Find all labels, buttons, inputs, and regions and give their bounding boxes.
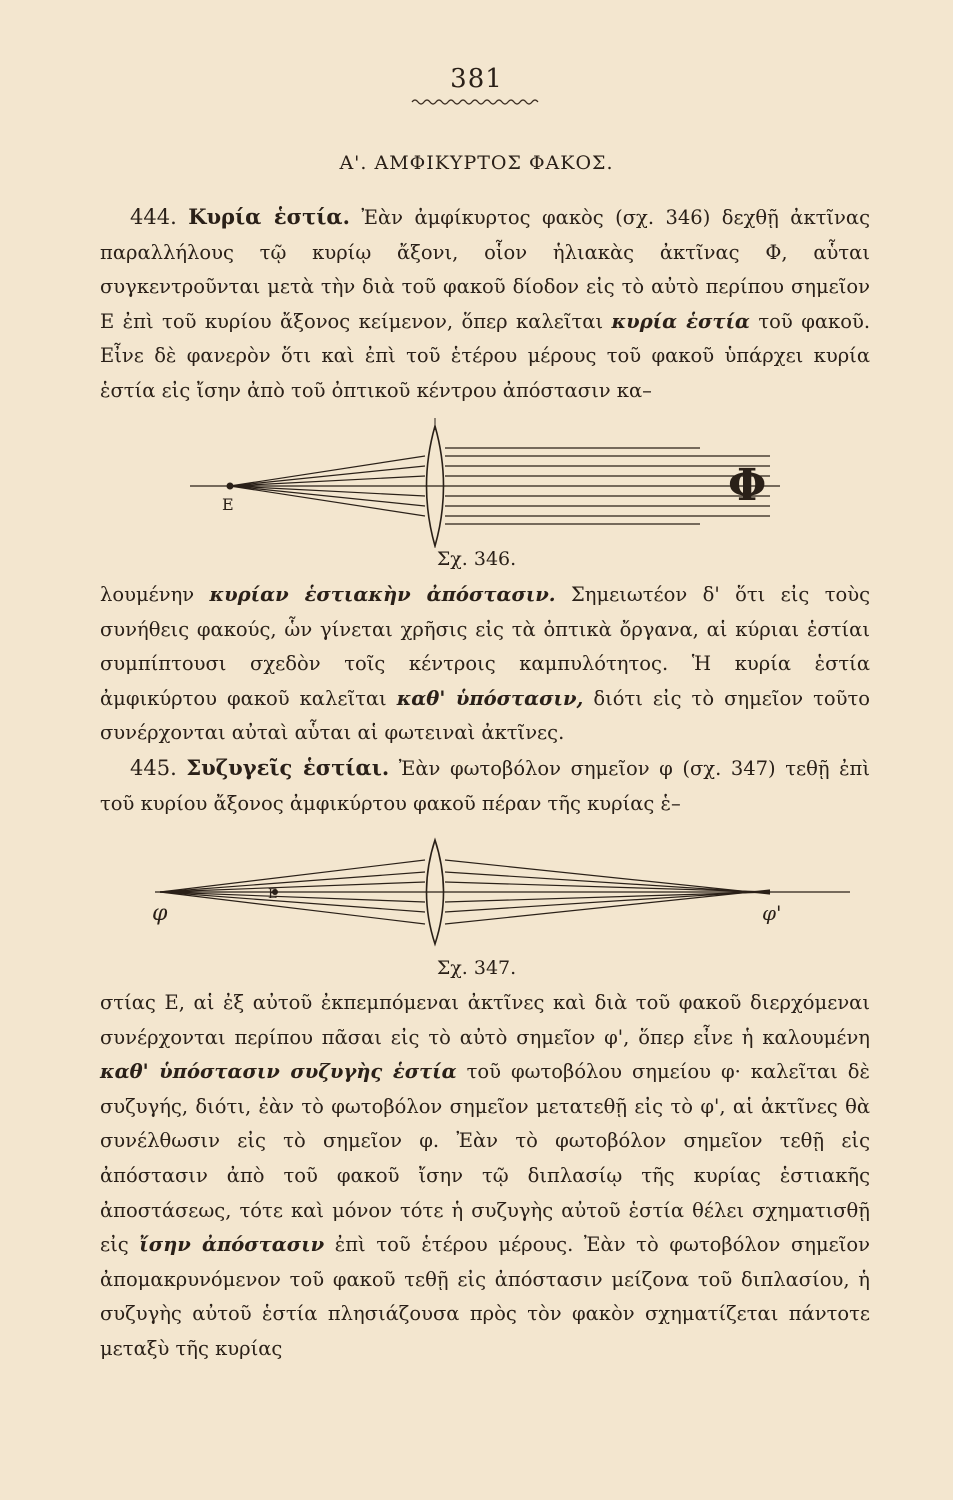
paragraph-text: Ἐὰν ἀμφίκυρτος φακὸς (σχ. 346) δεχθῇ ἀκτῖνας παραλλήλους τῷ κυρίῳ ἄξονι, οἷον ἡλιακὰς ἀκτῖνας Φ, αὗται συγκεντροῦνται μετὰ τὴν διὰ τοῦ φακοῦ δίοδον εἰς τὸ αὐτὸ περίπου σημεῖον Ε ἐπὶ τοῦ κυρίου ἄξονος κείμενον, ὅπερ καλεῖται (100, 206, 871, 333)
term-conjugate-focus: καθ' ὑπόστασιν συζυγὴς ἑστία (100, 1060, 457, 1084)
section-number: 445. (130, 755, 177, 780)
paragraph-text: διότι εἰς τὸ σημεῖον τοῦτο συνέρχονται αὐταὶ αὗται αἱ φωτειναὶ ἀκτῖνες. (100, 686, 870, 745)
page-number: 381 (450, 64, 503, 94)
ornament-rule (410, 96, 540, 108)
paragraph-text: τοῦ φακοῦ. Εἶνε δὲ φανερὸν ὅτι καὶ ἐπὶ τοῦ ἑτέρου μέρους τοῦ φακοῦ ὑπάρχει κυρία ἑστία εἰς ἴσην ἀπὸ τοῦ ὀπτικοῦ κέντρου ἀπόστασιν κα– (100, 309, 871, 402)
term-equal-distance: ἴσην ἀπόστασιν (139, 1233, 325, 1257)
lens-diagram-346 (0, 418, 953, 548)
label-source-phi: φ (152, 901, 168, 926)
figure-346 (0, 418, 953, 548)
figure-347 (0, 836, 953, 956)
section-number: 444. (130, 205, 177, 229)
figure-346-caption: Σχ. 346. (436, 548, 517, 570)
term-principal-focus: κυρία ἑστία (611, 309, 750, 333)
label-image-phi: φ' (762, 901, 782, 925)
label-sun-phi: Φ (728, 460, 767, 511)
term-real: καθ' ὑπόστασιν, (396, 686, 584, 710)
paragraph-text: Ἐὰν φωτοβόλον σημεῖον φ (σχ. 347) τεθῇ ἐπὶ τοῦ κυρίου ἄξονος ἀμφικύρτου φακοῦ πέραν τῆς κυρίας ἑ– (100, 756, 871, 815)
paragraph-444-cont (100, 578, 870, 821)
section-title: Συζυγεῖς ἑστίαι. (186, 754, 390, 780)
label-focus-e: E (222, 495, 234, 514)
figure-347-caption: Σχ. 347. (436, 957, 517, 979)
paragraph-text: ἐπὶ τοῦ ἑτέρου μέρους. Ἐὰν τὸ φωτοβόλον σημεῖον ἀπομακρυνόμενον τοῦ φακοῦ τεθῇ εἰς ἀπόστασιν μείζονα τοῦ διπλασίου, ἡ συζυγὴς αὐτοῦ ἑστία πλησιάζουσα πρὸς τὸν φακὸν σχηματίζεται πάντοτε μεταξὺ τῆς κυρίας (100, 1233, 870, 1360)
paragraph-text: Σημειωτέον δ' ὅτι εἰς τοὺς συνήθεις φακούς, ὧν γίνεται χρῆσις εἰς τὰ ὀπτικὰ ὄργανα, αἱ κύριαι ἑστίαι συμπίπτουσι σχεδὸν τοῖς κέντροις καμπυλότητος. Ἡ κυρία ἑστία ἀμφικύρτου φακοῦ καλεῖται (100, 583, 871, 710)
focus-point (227, 483, 234, 490)
paragraph-text: στίας Ε, αἱ ἐξ αὐτοῦ ἐκπεμπόμεναι ἀκτῖνες καὶ διὰ τοῦ φακοῦ διερχόμεναι συνέρχονται περίπου πᾶσαι εἰς τὸ αὐτὸ σημεῖον φ', ὅπερ εἶνε ἡ καλουμένη (100, 991, 870, 1049)
paragraph-text: τοῦ φωτοβόλου σημείου φ· καλεῖται δὲ συζυγής, διότι, ἐὰν τὸ φωτοβόλον σημεῖον μετατεθῇ εἰς τὸ φ', αἱ ἀκτῖνες θὰ συνέλθωσιν εἰς τὸ σημεῖον φ. Ἐὰν τὸ φωτοβόλον σημεῖον τεθῇ εἰς ἀπόστασιν ἀπὸ τοῦ φακοῦ ἴσην τῷ διπλασίῳ τῆς κυρίας ἑστιακῆς ἀποστάσεως, τότε καὶ μόνον τότε ἡ συζυγὴς αὐτοῦ ἑστία θέλει σχηματισθῇ εἰς (100, 1060, 870, 1257)
paragraph-445-cont (100, 986, 870, 1367)
chapter-heading: Α'. ΑΜΦΙΚΥΡΤΟΣ ΦΑΚΟΣ. (339, 152, 614, 174)
label-focus-e: E (268, 887, 278, 902)
term-principal-focal-distance: κυρίαν ἑστιακὴν ἀπόστασιν. (209, 583, 556, 606)
paragraph-text: λουμένην (100, 583, 195, 606)
section-title: Κυρία ἑστία. (188, 204, 350, 229)
lens-diagram-347 (0, 836, 953, 956)
paragraph-444 (100, 200, 870, 409)
